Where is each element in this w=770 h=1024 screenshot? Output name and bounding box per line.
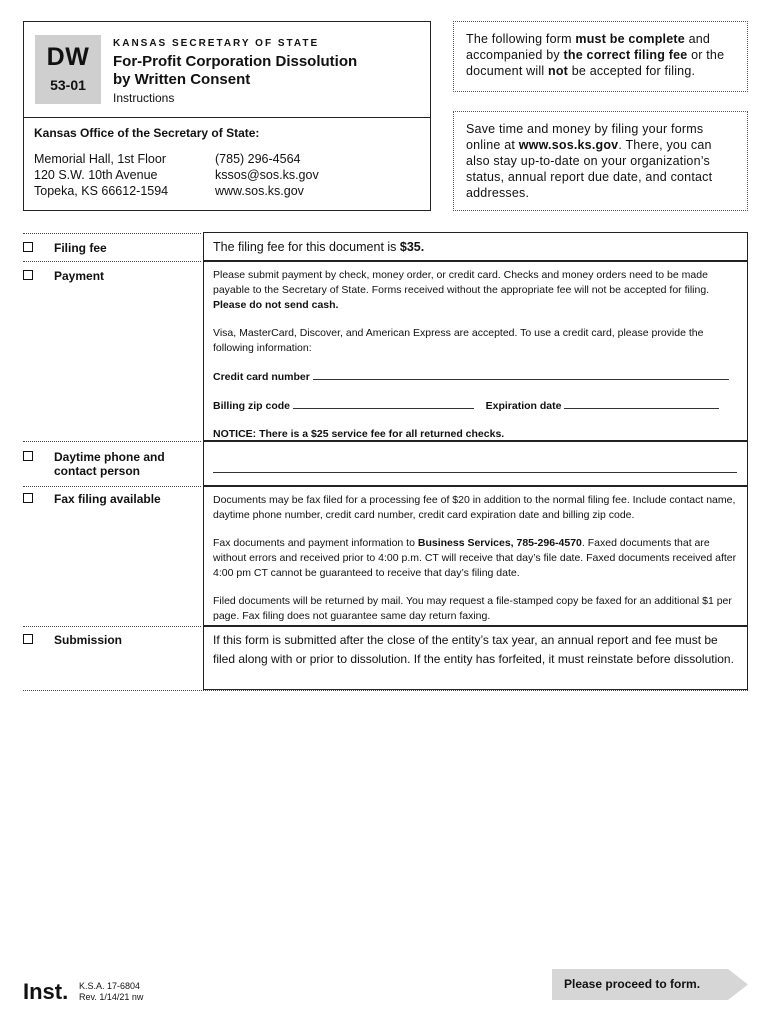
card-paragraph: Visa, MasterCard, Discover, and American Express are accepted. To use a credit card, please provide the following information: bbox=[213, 327, 704, 354]
online-filing-link[interactable]: www.sos.ks.gov bbox=[518, 138, 619, 152]
statute-reference bbox=[79, 981, 143, 1003]
agency-name: KANSAS SECRETARY OF STATE bbox=[113, 38, 320, 49]
zip-expiration-fields bbox=[213, 398, 738, 414]
payment-checkbox[interactable] bbox=[23, 270, 33, 280]
filing-fee-checkbox[interactable] bbox=[23, 242, 33, 252]
credit-card-label: Credit card number bbox=[213, 371, 310, 383]
phone-box bbox=[203, 441, 748, 486]
credit-card-field bbox=[213, 369, 738, 385]
office-heading: Kansas Office of the Secretary of State: bbox=[34, 126, 260, 140]
notice-emphasis: must be complete bbox=[575, 32, 685, 46]
zip-input[interactable] bbox=[293, 398, 474, 409]
payment-box bbox=[203, 261, 748, 441]
fax-checkbox[interactable] bbox=[23, 493, 33, 503]
row-divider bbox=[23, 233, 201, 234]
label-text: Filing fee bbox=[54, 241, 107, 255]
payment-paragraph bbox=[213, 268, 738, 313]
fax-text: Fax documents and payment information to bbox=[213, 537, 418, 549]
ksa-line: K.S.A. 17-6804 bbox=[79, 981, 141, 991]
proceed-to-form-button[interactable] bbox=[552, 969, 748, 1000]
row-divider bbox=[23, 441, 201, 442]
phone-checkbox[interactable] bbox=[23, 451, 33, 461]
label-text: Daytime phone and bbox=[54, 450, 165, 464]
revision-line: Rev. 1/14/21 nw bbox=[79, 992, 144, 1002]
notice-text: The following form bbox=[466, 32, 576, 46]
completeness-notice bbox=[453, 21, 748, 92]
form-title-line1: For-Profit Corporation Dissolution bbox=[113, 53, 358, 70]
form-subtitle: Instructions bbox=[113, 91, 175, 105]
form-number: 53-01 bbox=[50, 77, 86, 93]
header-divider bbox=[23, 117, 431, 118]
notice-text: and accompanied by bbox=[466, 32, 711, 62]
section-bottom-divider bbox=[23, 690, 748, 691]
address-line: 120 S.W. 10th Avenue bbox=[34, 168, 158, 182]
row-divider bbox=[23, 486, 201, 487]
notice-text: NOTICE: There is a $25 service fee for all returned checks. bbox=[213, 428, 505, 440]
label-text: contact person bbox=[54, 464, 141, 478]
expiration-label: Expiration date bbox=[485, 400, 562, 412]
instructions-marker: Inst. bbox=[23, 979, 69, 1004]
fax-return-paragraph: Filed documents will be returned by mail. You may request a file-stamped copy be faxed for an additional $1 per page. Fax filing does not guarantee same day return faxing. bbox=[213, 595, 732, 622]
fax-fee-paragraph: Documents may be fax filed for a processing fee of $20 in addition to the normal filing fee. Include contact name, daytime phone number, credit card number, credit card expiration date and billing zip code. bbox=[213, 494, 736, 521]
notice-text: or the document will bbox=[466, 48, 725, 78]
office-address bbox=[34, 151, 168, 199]
filing-fee-box bbox=[203, 232, 748, 261]
proceed-label: Please proceed to form. bbox=[564, 977, 701, 991]
fax-instructions-paragraph bbox=[213, 536, 738, 581]
filing-fee-text: The filing fee for this document is bbox=[213, 240, 400, 254]
office-website: www.sos.ks.gov bbox=[215, 184, 304, 198]
form-code: DW bbox=[46, 43, 90, 71]
notice-emphasis: not bbox=[548, 64, 569, 78]
form-title-line2: by Written Consent bbox=[113, 71, 251, 88]
notice-emphasis: the correct filing fee bbox=[563, 48, 688, 62]
submission-box: If this form is submitted after the close of the entity’s tax year, an annual report and fee must be filed along with or prior to dissolution. If the entity has forfeited, it must reinstate before dissolution. bbox=[203, 626, 748, 690]
fax-box bbox=[203, 486, 748, 626]
no-cash-warning: Please do not send cash. bbox=[213, 299, 339, 311]
filing-fee-amount: $35. bbox=[399, 240, 425, 254]
office-contact bbox=[215, 151, 319, 199]
label-text: Fax filing available bbox=[54, 492, 161, 506]
notice-text: . There, you can also stay up-to-date on your organization’s status, annual report due date, and contact addresses. bbox=[466, 138, 713, 200]
returned-check-notice bbox=[213, 427, 738, 442]
phone-contact-input[interactable] bbox=[213, 462, 737, 473]
payment-text: Please submit payment by check, money order, or credit card. Checks and money orders need to be made payable to the Secretary of State. Forms received without the appropriate fee will not be accepted for filing. bbox=[213, 269, 710, 296]
fax-number: Business Services, 785-296-4570 bbox=[417, 537, 582, 549]
form-code-badge bbox=[35, 35, 101, 104]
row-divider bbox=[23, 261, 201, 262]
row-divider bbox=[23, 626, 201, 627]
expiration-input[interactable] bbox=[564, 398, 719, 409]
label-text: Submission bbox=[54, 633, 123, 647]
office-email: kssos@sos.ks.gov bbox=[215, 168, 319, 182]
online-filing-notice bbox=[453, 111, 748, 211]
address-line: Memorial Hall, 1st Floor bbox=[34, 152, 166, 166]
address-line: Topeka, KS 66612-1594 bbox=[34, 184, 169, 198]
zip-label: Billing zip code bbox=[213, 400, 291, 412]
label-text: Payment bbox=[54, 269, 105, 283]
notice-text: Save time and money by filing your forms online at bbox=[466, 122, 704, 152]
notice-text: be accepted for filing. bbox=[568, 64, 696, 78]
credit-card-input[interactable] bbox=[313, 369, 729, 380]
submission-checkbox[interactable] bbox=[23, 634, 33, 644]
office-phone: (785) 296-4564 bbox=[215, 152, 301, 166]
fax-text: . Faxed documents that are without errors and received prior to 4:00 p.m. CT will receive that day’s file date. Faxed documents received after 4:00 pm CT cannot be guaranteed to receive that day’s filing date. bbox=[213, 537, 737, 579]
